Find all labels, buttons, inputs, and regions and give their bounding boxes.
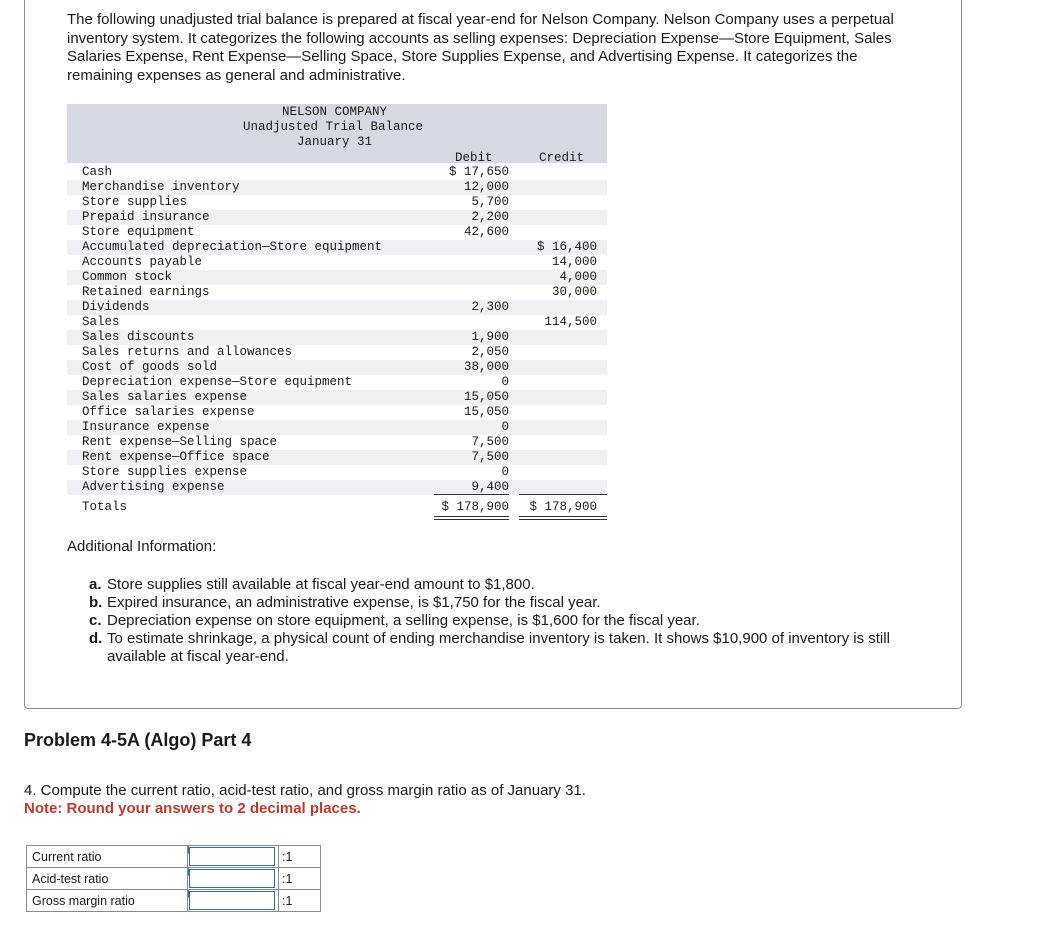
trial-balance-table (67, 104, 607, 520)
table-row (67, 165, 607, 180)
account-name: Retained earnings (82, 285, 210, 299)
account-name: Sales salaries expense (82, 390, 248, 404)
table-row (67, 465, 607, 480)
ratio-input[interactable] (189, 869, 275, 888)
table-row (67, 210, 607, 225)
account-name: Sales returns and allowances (82, 345, 293, 359)
answer-row (27, 890, 321, 912)
debit-header: Debit (455, 151, 493, 165)
table-row (67, 270, 607, 285)
note-text: To estimate shrinkage, a physical count of ending merchandise inventory is taken. It shows $10,900 of inventory is still available at fiscal year-end. (107, 630, 890, 665)
debit-amount: 2,300 (471, 300, 509, 314)
credit-double-rule-1 (519, 516, 607, 517)
debit-amount: 0 (501, 465, 509, 479)
answer-row (27, 868, 321, 890)
account-name: Merchandise inventory (82, 180, 240, 194)
table-row (67, 405, 607, 420)
account-name: Sales (82, 315, 120, 329)
account-name: Insurance expense (82, 420, 210, 434)
question-text: 4. Compute the current ratio, acid-test ratio, and gross margin ratio as of January 31. (24, 782, 586, 799)
statement-title: Unadjusted Trial Balance (243, 120, 424, 134)
account-name: Store supplies expense (82, 465, 248, 479)
table-row (67, 225, 607, 240)
note-text: Depreciation expense on store equipment, a selling expense, is $1,600 for the fiscal year. (107, 612, 700, 629)
credit-double-rule-2 (519, 519, 607, 520)
table-row (67, 420, 607, 435)
table-row (67, 345, 607, 360)
credit-amount: 114,500 (544, 315, 597, 329)
account-name: Common stock (82, 270, 173, 284)
answer-table (26, 845, 321, 912)
answer-cell (188, 868, 279, 890)
note-text: Store supplies still available at fiscal year-end amount to $1,800. (107, 576, 535, 593)
debit-amount: 15,050 (463, 390, 509, 404)
totals-label: Totals (82, 500, 128, 514)
question-block (24, 782, 586, 818)
note-text: Expired insurance, an administrative expense, is $1,750 for the fiscal year. (107, 594, 601, 611)
table-row (67, 360, 607, 375)
table-row (67, 255, 607, 270)
account-name: Depreciation expense—Store equipment (82, 375, 353, 389)
debit-amount: 2,050 (471, 345, 509, 359)
table-row (67, 330, 607, 345)
account-name: Accounts payable (82, 255, 203, 269)
note-letter: d. (89, 630, 103, 647)
total-credit: $ 178,900 (529, 500, 597, 514)
table-row (67, 435, 607, 450)
ratio-suffix: :1 (279, 868, 321, 890)
credit-amount: 30,000 (551, 285, 597, 299)
table-row (67, 375, 607, 390)
debit-amount: 7,500 (471, 450, 509, 464)
account-name: Accumulated depreciation—Store equipment (82, 240, 383, 254)
list-item (89, 612, 919, 630)
debit-amount: 5,700 (471, 195, 509, 209)
debit-amount: 12,000 (463, 180, 509, 194)
note-letter: b. (89, 594, 103, 611)
debit-amount: 7,500 (471, 435, 509, 449)
statement-date: January 31 (297, 135, 373, 149)
table-row (67, 390, 607, 405)
ratio-input[interactable] (189, 891, 275, 910)
debit-amount: 2,200 (471, 210, 509, 224)
account-name: Cash (82, 165, 113, 179)
answer-label: Gross margin ratio (27, 890, 188, 912)
table-row (67, 315, 607, 330)
table-row (67, 480, 607, 495)
credit-amount: 4,000 (559, 270, 597, 284)
note-letter: a. (89, 576, 102, 593)
table-row (67, 240, 607, 255)
answer-cell (188, 890, 279, 912)
debit-amount: 0 (501, 375, 509, 389)
account-name: Store equipment (82, 225, 195, 239)
debit-subtotal-rule (434, 494, 509, 495)
debit-double-rule-2 (434, 519, 509, 520)
credit-amount: $ 16,400 (536, 240, 597, 254)
answer-label: Current ratio (27, 846, 188, 868)
credit-amount: 14,000 (551, 255, 597, 269)
additional-info-label: Additional Information: (67, 538, 217, 555)
list-item (89, 594, 919, 612)
debit-amount: 42,600 (463, 225, 509, 239)
list-item (89, 576, 919, 594)
debit-double-rule-1 (434, 516, 509, 517)
total-debit: $ 178,900 (441, 500, 509, 514)
answer-cell (188, 846, 279, 868)
account-name: Dividends (82, 300, 150, 314)
credit-subtotal-rule (519, 494, 607, 495)
company-name: NELSON COMPANY (282, 105, 388, 119)
account-name: Rent expense—Office space (82, 450, 270, 464)
problem-title: Problem 4-5A (Algo) Part 4 (24, 730, 252, 750)
ratio-input[interactable] (189, 847, 275, 866)
ratio-suffix: :1 (279, 890, 321, 912)
debit-amount: 15,050 (463, 405, 509, 419)
table-row (67, 195, 607, 210)
debit-amount: $ 17,650 (448, 165, 509, 179)
debit-amount: 1,900 (471, 330, 509, 344)
debit-amount: 38,000 (463, 360, 509, 374)
totals-row (67, 500, 607, 515)
intro-text: The following unadjusted trial balance is prepared at fiscal year-end for Nelson Company. Nelson Company uses a perpetual inventory system. It categorizes the following accounts as selling expenses: Depreciation Expense—Store Equipment, Sales Salaries Expense, Rent Expense—Selling Space, Store Supplies Expense, and Advertising Expense. It categorizes the remaining expenses as general and administrative. (67, 11, 894, 84)
account-name: Store supplies (82, 195, 188, 209)
table-row (67, 300, 607, 315)
rounding-note: Note: Round your answers to 2 decimal places. (24, 800, 361, 817)
debit-amount: 9,400 (471, 480, 509, 494)
table-row (67, 285, 607, 300)
account-name: Advertising expense (82, 480, 225, 494)
account-name: Cost of goods sold (82, 360, 218, 374)
account-name: Sales discounts (82, 330, 195, 344)
answer-row (27, 846, 321, 868)
ratio-suffix: :1 (279, 846, 321, 868)
table-row (67, 450, 607, 465)
additional-info-list (89, 576, 919, 666)
account-name: Prepaid insurance (82, 210, 210, 224)
answer-label: Acid-test ratio (27, 868, 188, 890)
table-row (67, 180, 607, 195)
credit-header: Credit (539, 151, 585, 165)
list-item (89, 630, 919, 666)
account-name: Rent expense—Selling space (82, 435, 278, 449)
note-letter: c. (89, 612, 102, 629)
account-name: Office salaries expense (82, 405, 255, 419)
debit-amount: 0 (501, 420, 509, 434)
